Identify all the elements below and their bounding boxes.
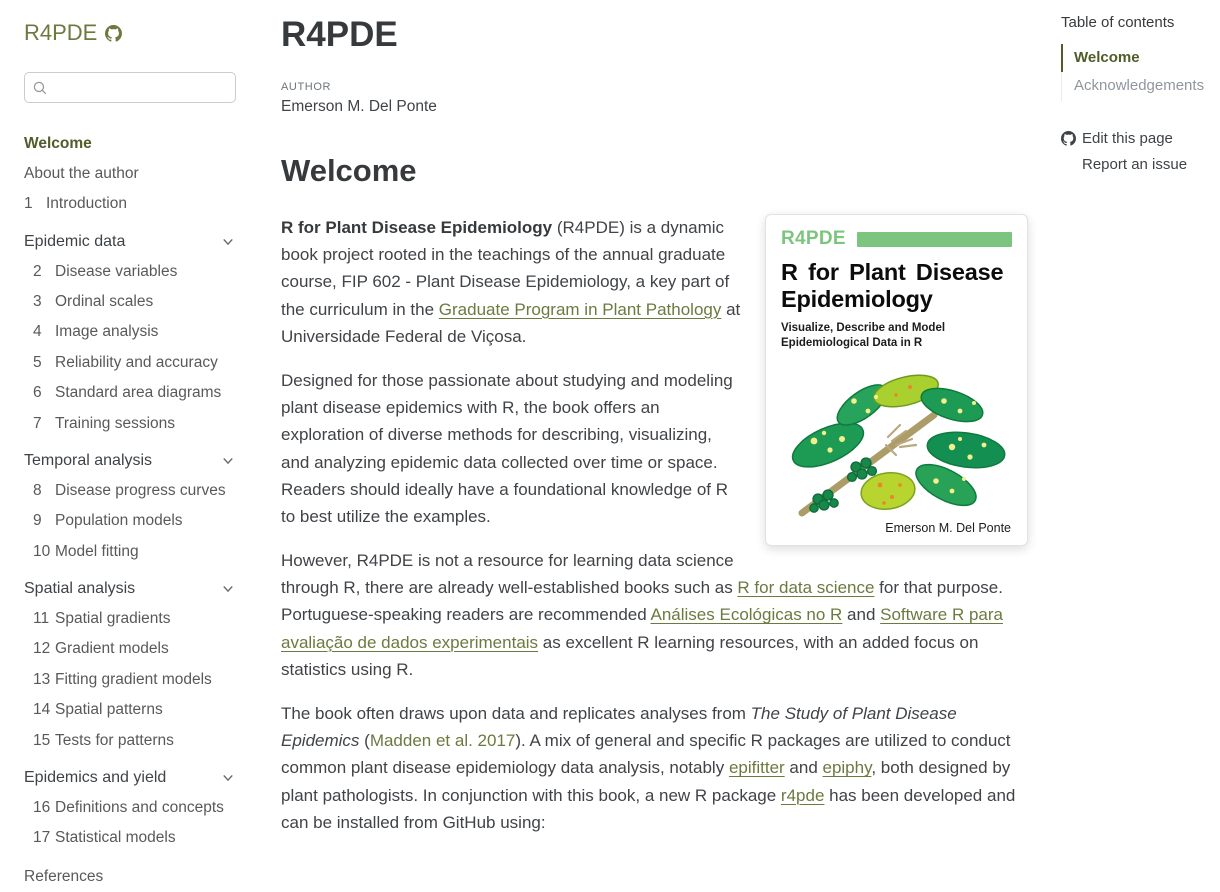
chapter-number: 2 [33, 262, 42, 280]
paragraph [281, 547, 1028, 683]
inline-link[interactable]: Software R para avaliação de dados experimentais [281, 605, 1003, 652]
text-segment: has been developed and can be installed from GitHub using: [281, 785, 1016, 832]
inline-link[interactable]: Análises Ecológicas no R [650, 605, 843, 625]
cover-brand: R4PDE [781, 228, 846, 249]
chapter-number: 7 [33, 414, 42, 432]
page-heading: Welcome [281, 153, 417, 188]
toc-tools [1061, 126, 1213, 179]
chapter-number: 13 [33, 670, 51, 688]
cover-green-bar [857, 232, 1012, 247]
text-segment: The book often draws upon data and replicates analyses from [281, 704, 751, 723]
toc-tool-report-an-issue[interactable] [1061, 152, 1213, 178]
chapter-number: 14 [33, 701, 51, 719]
sidebar-item-spatial-patterns[interactable] [24, 695, 236, 725]
chapter-number: 6 [33, 384, 42, 402]
sidebar-item-label: Definitions and concepts [55, 798, 224, 816]
sidebar-item-label: Tests for patterns [55, 731, 174, 749]
chevron-down-icon[interactable] [222, 236, 234, 248]
cover-author: Emerson M. Del Ponte [885, 521, 1011, 535]
sidebar-nav [24, 128, 236, 892]
chapter-number: 4 [33, 323, 42, 341]
sidebar-item-label: Image analysis [55, 323, 159, 341]
table-of-contents [1061, 14, 1213, 178]
toc-tool-label: Edit this page [1082, 129, 1173, 147]
main-content [281, 0, 1028, 853]
text-segment: However, R4PDE is not a resource for learning data science through R, there are already well-established books such as [281, 551, 738, 598]
sidebar-item-label: Fitting gradient models [55, 670, 212, 688]
author-label: AUTHOR [281, 81, 332, 93]
section-label: Temporal analysis [24, 451, 153, 469]
chevron-down-icon[interactable] [222, 772, 234, 784]
text-segment: ( [359, 731, 370, 751]
sidebar-item-disease-progress-curves[interactable] [24, 475, 236, 505]
inline-link[interactable]: epiphy [822, 758, 872, 778]
sidebar-item-label: Disease progress curves [55, 481, 226, 499]
section-label: Spatial analysis [24, 580, 136, 597]
sidebar-item-welcome[interactable] [24, 128, 236, 158]
text-segment: R for Plant Disease Epidemiology [281, 218, 553, 237]
inline-link[interactable]: r4pde [780, 785, 825, 805]
chapter-number: 16 [33, 798, 51, 816]
text-segment: Designed for those passionate about studying and modeling plant disease epidemics with R, the book offers an exploration of diverse methods for describing, visualizing, and analyzing epidemic data collected over time or space. Readers should ideally have a foundational knowledge of R to best utilize the examples. [281, 370, 733, 526]
toc-list [1061, 44, 1213, 101]
search-icon [33, 81, 47, 95]
sidebar-item-label: Introduction [46, 195, 127, 213]
sidebar-item-label: Gradient models [55, 640, 169, 658]
chapter-number: 9 [33, 512, 42, 530]
cover-title: R for Plant Disease Epidemiology [781, 259, 1004, 313]
sidebar-item-label: Welcome [24, 134, 92, 152]
book-cover-header [781, 228, 1012, 250]
sidebar-item-references[interactable] [24, 861, 236, 891]
sidebar-item-label: Training sessions [55, 414, 176, 432]
sidebar [0, 0, 262, 885]
sidebar-item-fitting-gradient-models[interactable] [24, 664, 236, 694]
citation-link[interactable]: Madden et al. 2017 [369, 731, 516, 751]
sidebar-section-epidemic-data[interactable] [24, 227, 236, 256]
chevron-down-icon[interactable] [222, 583, 234, 595]
chevron-down-icon[interactable] [222, 455, 234, 467]
chapter-number: 11 [33, 610, 50, 627]
toc-tool-edit-this-page[interactable] [1061, 126, 1213, 152]
sidebar-item-disease-variables[interactable] [24, 256, 236, 286]
inline-link[interactable]: Graduate Program in Plant Pathology [438, 299, 722, 319]
sidebar-section-spatial-analysis[interactable] [24, 575, 236, 604]
sidebar-item-label: Disease variables [55, 262, 178, 280]
sidebar-item-label: Standard area diagrams [55, 384, 222, 402]
sidebar-section-temporal-analysis[interactable] [24, 446, 236, 475]
sidebar-item-population-models[interactable] [24, 506, 236, 536]
sidebar-item-about-the-author[interactable] [24, 158, 236, 188]
text-segment: and [842, 605, 881, 625]
chapter-number: 5 [33, 353, 42, 371]
github-icon [1061, 131, 1076, 146]
sidebar-item-label: Population models [55, 512, 183, 530]
chapter-number: 15 [33, 731, 51, 749]
sidebar-item-statistical-models[interactable] [24, 823, 236, 853]
chapter-number: 8 [33, 481, 42, 499]
chapter-number: 12 [33, 640, 51, 658]
chapter-number: 10 [33, 542, 51, 560]
search-box[interactable] [24, 72, 236, 103]
sidebar-item-label: Reliability and accuracy [55, 353, 218, 371]
book-cover-illustration [784, 353, 1010, 521]
sidebar-item-introduction[interactable] [24, 189, 236, 219]
text-segment: as excellent R learning resources, with an added focus on statistics using R. [281, 632, 979, 679]
sidebar-item-label: About the author [24, 164, 139, 182]
inline-link[interactable]: R for data science [737, 578, 875, 598]
sidebar-item-label: Spatial patterns [55, 701, 163, 719]
text-segment: (R4PDE) is a dynamic book project rooted in the teachings of the annual graduate course, FIP 602 - Plant Disease Epidemiology, a key part of the curriculum in the [281, 218, 730, 319]
toc-item-acknowledgements[interactable]: Acknowledgements [1061, 72, 1213, 100]
sidebar-item-definitions-and-concepts[interactable] [24, 792, 236, 822]
sidebar-section-epidemics-and-yield[interactable] [24, 763, 236, 792]
cover-subtitle: Visualize, Describe and Model Epidemiological Data in R [781, 322, 946, 349]
text-segment: at Universidade Federal de Viçosa. [281, 299, 741, 346]
sidebar-item-reliability-and-accuracy[interactable] [24, 347, 236, 377]
brand-logo[interactable]: R4PDE [24, 20, 98, 45]
toc-title: Table of contents [1061, 14, 1175, 31]
sidebar-item-standard-area-diagrams[interactable] [24, 378, 236, 408]
content-paragraphs [281, 214, 1028, 836]
toc-tool-label: Report an issue [1082, 155, 1188, 173]
sidebar-item-spatial-gradients[interactable] [24, 604, 236, 634]
sidebar-item-model-fitting[interactable] [24, 536, 236, 566]
section-label: Epidemics and yield [24, 768, 167, 786]
sidebar-item-label: Statistical models [55, 829, 176, 847]
text-segment: The Study of Plant Disease Epidemics [281, 704, 957, 751]
sidebar-item-tests-for-patterns[interactable] [24, 725, 236, 755]
sidebar-item-label: References [24, 867, 104, 885]
github-icon[interactable] [105, 25, 122, 42]
text-segment: , both designed by plant pathologists. In conjunction with this book, a new R package [281, 758, 1011, 805]
sidebar-item-label: Ordinal scales [55, 293, 154, 310]
section-label: Epidemic data [24, 232, 126, 250]
text-segment: and [784, 758, 823, 778]
sidebar-item-ordinal-scales[interactable] [24, 287, 236, 317]
search-input[interactable] [54, 80, 227, 96]
sidebar-item-gradient-models[interactable] [24, 634, 236, 664]
author-name: Emerson M. Del Ponte [281, 98, 437, 115]
paragraph [281, 700, 1028, 836]
chapter-number: 17 [33, 829, 51, 847]
text-segment: ). A mix of general and specific R packages are utilized to conduct common plant disease epidemiology data analysis, notably [281, 731, 1011, 778]
brand-row [24, 20, 262, 46]
book-cover [765, 214, 1028, 546]
text-segment: for that purpose. Portuguese-speaking readers are recommended [281, 578, 1003, 625]
inline-link[interactable]: epifitter [728, 758, 785, 778]
toc-item-welcome[interactable]: Welcome [1061, 44, 1213, 72]
chapter-number: 1 [24, 195, 33, 213]
sidebar-item-training-sessions[interactable] [24, 408, 236, 438]
sidebar-item-label: Model fitting [55, 542, 139, 560]
book-title: R4PDE [281, 15, 398, 54]
sidebar-item-label: Spatial gradients [55, 610, 171, 627]
sidebar-item-image-analysis[interactable] [24, 317, 236, 347]
chapter-number: 3 [33, 293, 42, 310]
